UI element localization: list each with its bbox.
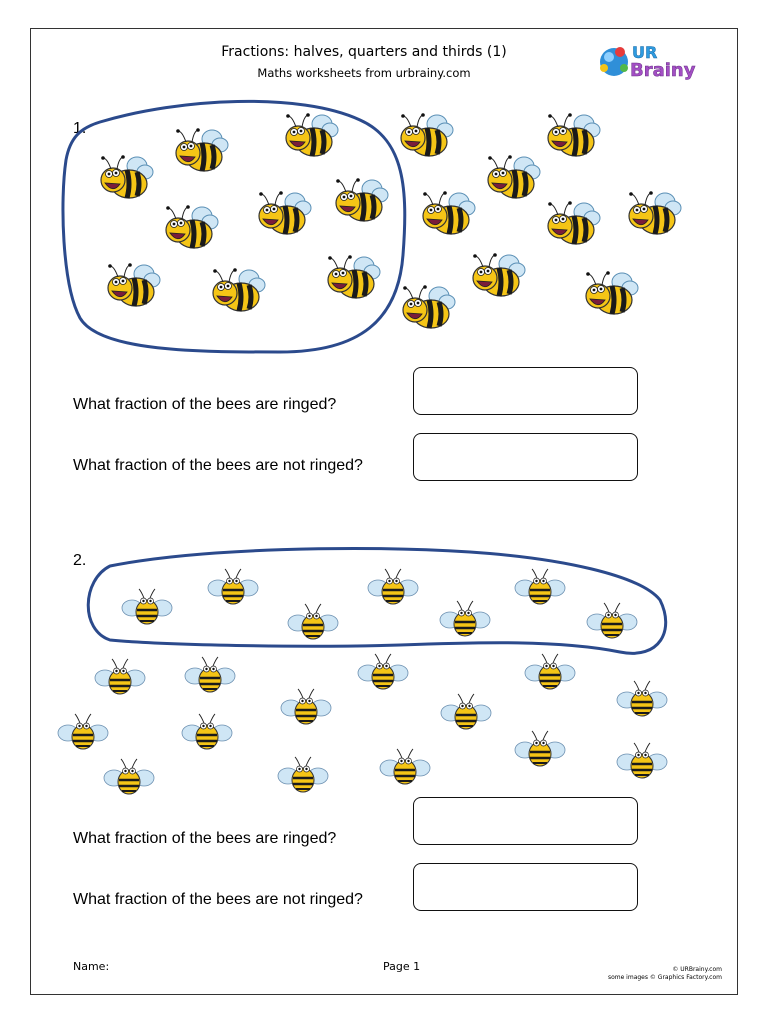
bee-icon xyxy=(440,601,490,636)
question-number-2: 2. xyxy=(73,552,87,569)
bee-icon xyxy=(278,757,328,792)
bee-icon xyxy=(368,569,418,604)
bee-icon xyxy=(104,759,154,794)
question-number-1: 1. xyxy=(73,120,87,137)
bee-icon xyxy=(208,569,258,604)
s2-answer-not-ringed-box[interactable] xyxy=(413,863,638,911)
s2-question-not-ringed: What fraction of the bees are not ringed? xyxy=(73,891,363,908)
worksheet-title: Fractions: halves, quarters and thirds (1) xyxy=(221,44,507,60)
bee-icon xyxy=(617,681,667,716)
logo-ur-text: UR xyxy=(632,43,658,62)
bee-icon xyxy=(185,657,235,692)
s1-question-not-ringed: What fraction of the bees are not ringed? xyxy=(73,457,363,474)
bee-icon xyxy=(358,654,408,689)
bee-icon xyxy=(58,714,108,749)
bee-icon xyxy=(587,603,637,638)
section2-ring xyxy=(88,549,665,654)
bee-icon xyxy=(182,714,232,749)
s2-answer-ringed-box[interactable] xyxy=(413,797,638,845)
worksheet-subtitle: Maths worksheets from urbrainy.com xyxy=(257,66,471,80)
bee-icon xyxy=(525,654,575,689)
name-label: Name: xyxy=(73,960,110,973)
bee-icon xyxy=(288,604,338,639)
bee-icon xyxy=(515,731,565,766)
bee-icon xyxy=(617,743,667,778)
page-label: Page 1 xyxy=(383,960,421,973)
s1-question-ringed: What fraction of the bees are ringed? xyxy=(73,396,337,413)
bee-icon xyxy=(515,569,565,604)
logo-brainy-text: Brainy xyxy=(630,60,696,81)
bee-icon xyxy=(95,659,145,694)
credit-graphics-factory: some images © Graphics Factory.com xyxy=(607,974,722,981)
bee-icon xyxy=(122,589,172,624)
credit-urbrainy: © URBrainy.com xyxy=(672,966,722,973)
bee-icon xyxy=(281,689,331,724)
bee-icon xyxy=(380,749,430,784)
bee-icon xyxy=(441,694,491,729)
s2-question-ringed: What fraction of the bees are ringed? xyxy=(73,830,337,847)
